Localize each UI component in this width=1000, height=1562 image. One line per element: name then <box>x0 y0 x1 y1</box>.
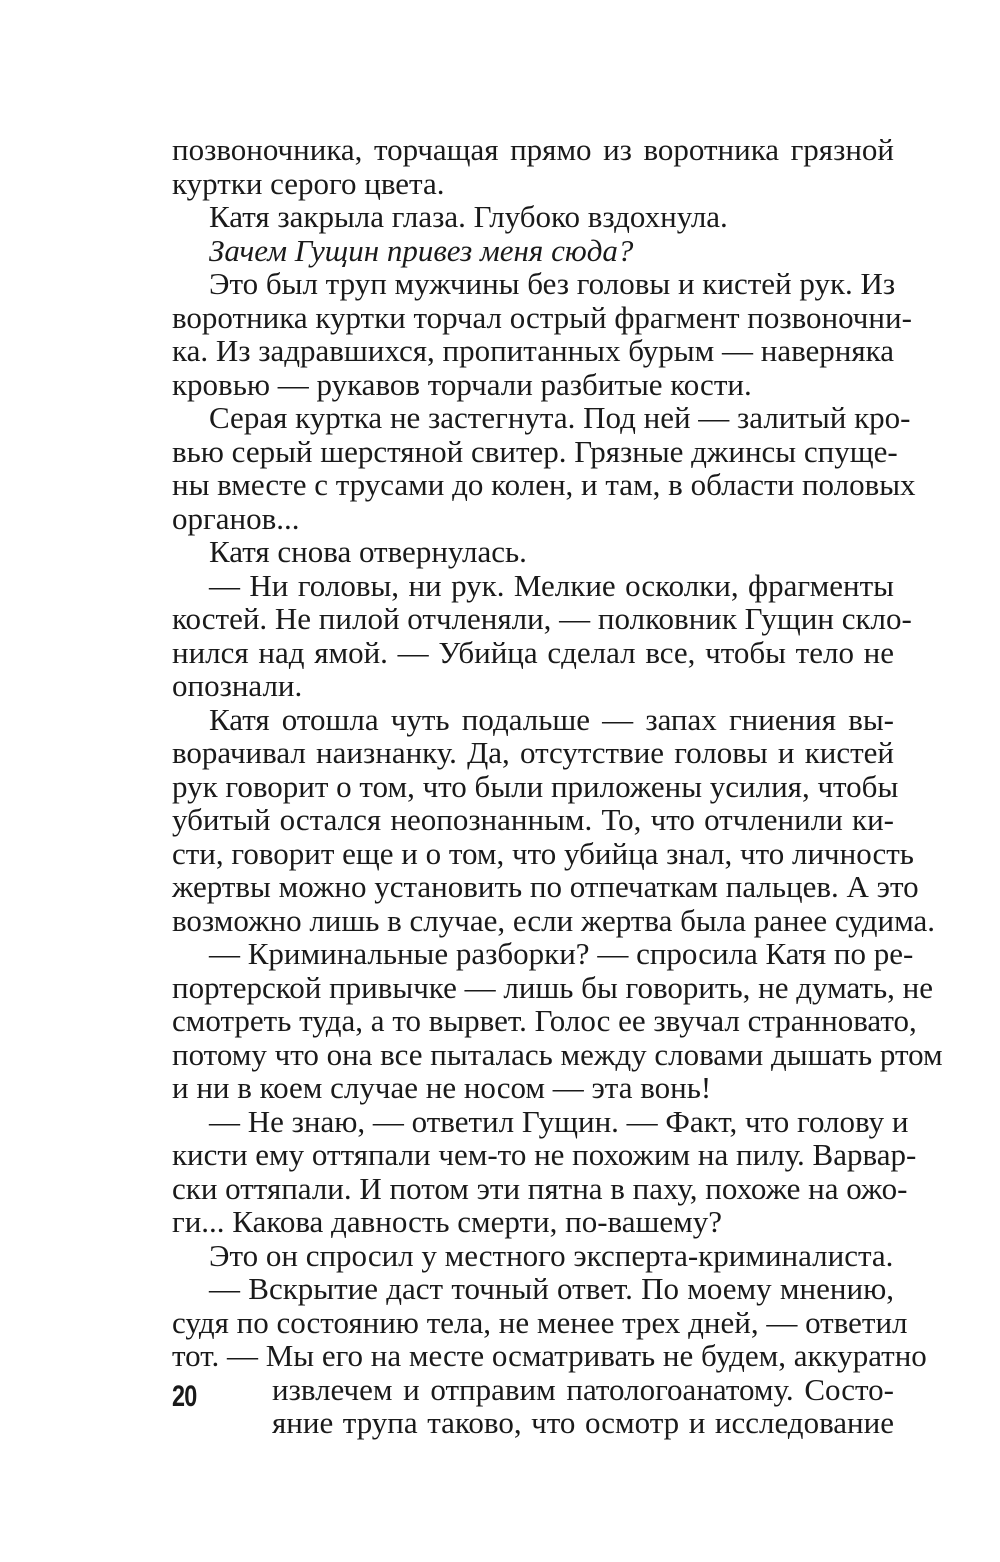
text-line: сти, говорит еще и о том, что убийца знал, что личность <box>172 835 914 871</box>
text-line: ворачивал наизнанку. Да, отсутствие головы и кистей <box>172 735 894 770</box>
text-line: — Вскрытие даст точный ответ. По моему мнению, <box>209 1271 894 1306</box>
text-line: воротника куртки торчал острый фрагмент позвоночни- <box>172 299 912 335</box>
page-number: 20 <box>172 1380 197 1413</box>
text-line: потому что она все пыталась между словами дышать ртом <box>172 1036 943 1072</box>
text-line: убитый остался неопознанным. То, что отчленили ки- <box>172 802 894 837</box>
text-line: куртки серого цвета. <box>172 165 445 201</box>
text-line: ги... Какова давность смерти, по-вашему? <box>172 1204 723 1239</box>
text-line: яние трупа таково, что осмотр и исследование <box>272 1405 894 1440</box>
text-line: ка. Из задравшихся, пропитанных бурым — наверняка <box>172 333 895 368</box>
text-line: — Не знаю, — ответил Гущин. — Факт, что голову и <box>209 1103 909 1139</box>
body-text <box>172 132 943 1440</box>
text-line: тот. — Мы его на месте осматривать не будем, аккуратно <box>172 1338 927 1373</box>
text-line: ски оттяпали. И потом эти пятна в паху, похоже на ожо- <box>172 1170 908 1206</box>
text-line: нился над ямой. — Убийца сделал все, чтобы тело не <box>172 634 894 670</box>
text-line: Это он спросил у местного эксперта-криминалиста. <box>209 1237 894 1273</box>
text-line: кисти ему оттяпали чем-то не похожим на пилу. Варвар- <box>172 1137 917 1172</box>
text-line: и ни в коем случае не носом — эта вонь! <box>172 1070 712 1105</box>
text-line: Катя закрыла глаза. Глубоко вздохнула. <box>209 199 728 234</box>
text-line: ны вместе с трусами до колен, и там, в области половых <box>172 467 916 502</box>
text-line: органов... <box>172 500 300 536</box>
text-line: извлечем и отправим патологоанатому. Состо- <box>272 1371 894 1407</box>
text-line: позвоночника, торчащая прямо из воротника грязной <box>172 132 894 167</box>
text-line: жертвы можно установить по отпечаткам пальцев. А это <box>172 869 919 904</box>
text-line: рук говорит о том, что были приложены усилия, чтобы <box>172 768 899 804</box>
text-line: Серая куртка не застегнута. Под ней — залитый кро- <box>209 400 911 435</box>
text-line: Это был труп мужчины без головы и кистей рук. Из <box>209 266 896 301</box>
text-line: Катя отошла чуть подальше — запах гниения вы- <box>209 701 894 737</box>
text-line: — Ни головы, ни рук. Мелкие осколки, фрагменты <box>209 567 894 603</box>
text-line: судя по состоянию тела, не менее трех дней, — ответил <box>172 1304 908 1340</box>
text-line: Зачем Гущин привез меня сюда? <box>209 232 634 268</box>
text-line: Катя снова отвернулась. <box>209 534 527 569</box>
text-line: вью серый шерстяной свитер. Грязные джинсы спуще- <box>172 433 898 469</box>
text-line: — Криминальные разборки? — спросила Катя по ре- <box>209 936 914 971</box>
text-line: опознали. <box>172 668 303 703</box>
text-line: костей. Не пилой отчленяли, — полковник Гущин скло- <box>172 601 912 636</box>
text-line: возможно лишь в случае, если жертва была ранее судима. <box>172 902 935 938</box>
text-line: смотреть туда, а то вырвет. Голос ее звучал странновато, <box>172 1003 917 1038</box>
text-line: портерской привычке — лишь бы говорить, не думать, не <box>172 969 934 1005</box>
text-line: кровью — рукавов торчали разбитые кости. <box>172 366 752 402</box>
